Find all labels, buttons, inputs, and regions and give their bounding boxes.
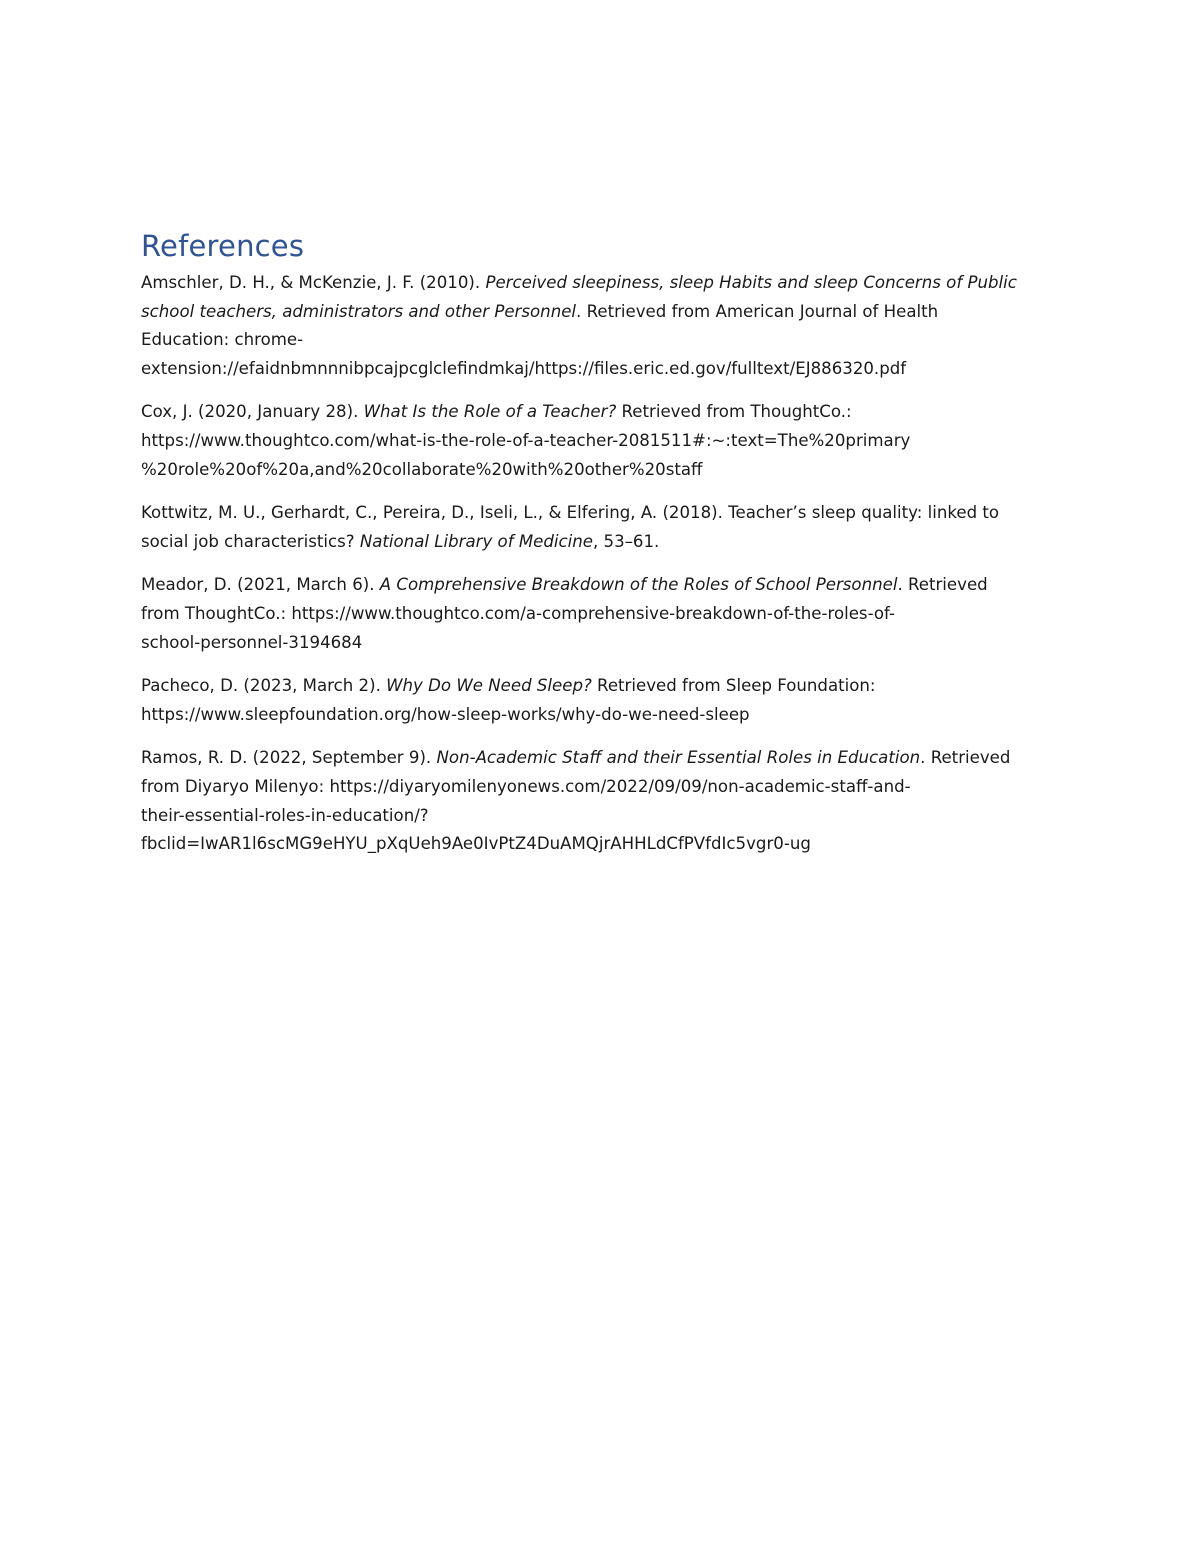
reference-line [141,269,1061,298]
reference-url [141,830,1061,859]
reference-title: school teachers, administrators and other Personnel [141,301,577,321]
reference-text: Cox, J. (2020, January 28). [141,402,364,422]
reference-list [141,269,1061,859]
reference-text: . Retrieved from American Journal of Health [576,301,939,321]
reference-title: A Comprehensive Breakdown of the Roles of School Personnel [379,575,898,595]
reference-text: school-personnel-3194684 [141,632,363,652]
reference-line [141,499,1061,528]
references-heading: References [141,229,305,263]
reference-title: National Library of Medicine [359,531,593,551]
reference-text: , 53–61. [592,531,660,551]
reference-title: Why Do We Need Sleep? [386,676,592,696]
reference-entry [141,398,1061,484]
reference-text: their-essential-roles-in-education/? [141,805,429,825]
reference-text: https://www.sleepfoundation.org/how-sleep-works/why-do-we-need-sleep [141,704,750,724]
reference-text: social job characteristics? [141,531,360,551]
reference-text: Amschler, D. H., & McKenzie, J. F. (2010). [141,273,486,292]
reference-line [141,398,1061,427]
reference-title: Non-Academic Staff and their Essential Roles in Education [436,748,921,768]
reference-text: Retrieved from ThoughtCo.: [616,402,852,422]
reference-entry [141,672,1061,729]
reference-line [141,744,1061,773]
reference-text: Education: chrome- [141,330,304,350]
reference-text: Ramos, R. D. (2022, September 9). [141,748,437,768]
references-section [141,226,1061,874]
reference-text: from ThoughtCo.: https://www.thoughtco.com/a-comprehensive-breakdown-of-the-roles-of- [141,603,895,623]
reference-text: Meador, D. (2021, March 6). [141,575,380,595]
reference-text: %20role%20of%20a,and%20collaborate%20with%20other%20staff [141,459,703,479]
reference-line [141,298,1061,327]
reference-title: What Is the Role of a Teacher? [363,402,617,422]
reference-title: Perceived sleepiness, sleep Habits and sleep Concerns of Public [485,273,1017,292]
reference-text: Pacheco, D. (2023, March 2). [141,676,387,696]
reference-url [141,773,1061,802]
reference-url [141,456,1061,485]
reference-line [141,672,1061,701]
reference-entry [141,499,1061,556]
reference-url [141,701,1061,730]
reference-text: extension://efaidnbmnnnibpcajpcglclefindmkaj/https://files.eric.ed.gov/fulltext/EJ886320.pdf [141,358,907,378]
reference-text: from Diyaryo Milenyo: https://diyaryomilenyonews.com/2022/09/09/non-academic-staff-and- [141,776,911,796]
reference-url [141,355,1061,384]
reference-line [141,326,1061,355]
reference-text: https://www.thoughtco.com/what-is-the-role-of-a-teacher-2081511#:~:text=The%20primary [141,430,911,450]
reference-url [141,600,1061,629]
reference-text: . Retrieved [920,748,1011,768]
reference-line [141,528,1061,557]
reference-url [141,427,1061,456]
reference-text: . Retrieved [897,575,988,595]
reference-url [141,802,1061,831]
reference-url [141,629,1061,658]
reference-entry [141,571,1061,657]
reference-entry [141,269,1061,383]
reference-text: Kottwitz, M. U., Gerhardt, C., Pereira, D., Iseli, L., & Elfering, A. (2018). Teacher’s sleep quality: linked to [141,503,1000,523]
reference-entry [141,744,1061,858]
reference-text: Retrieved from Sleep Foundation: [591,676,876,696]
reference-line [141,571,1061,600]
reference-text: fbclid=IwAR1l6scMG9eHYU_pXqUeh9Ae0IvPtZ4DuAMQjrAHHLdCfPVfdIc5vgr0-ug [141,834,811,854]
